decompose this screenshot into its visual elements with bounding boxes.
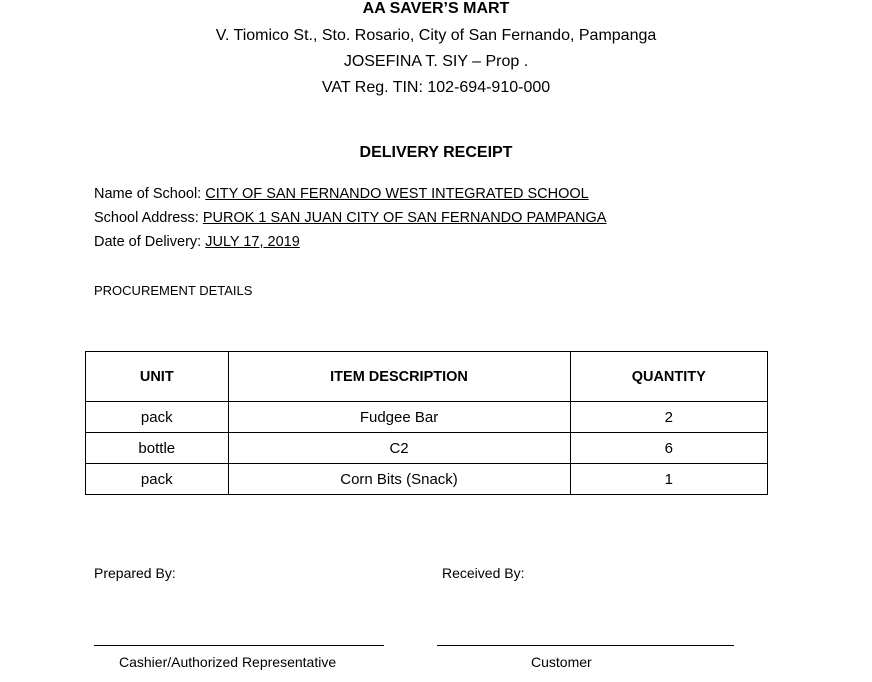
cell-quantity: 2 — [570, 402, 767, 433]
school-address-label: School Address: — [94, 210, 203, 226]
delivery-date-label: Date of Delivery: — [94, 234, 206, 250]
header-quantity: QUANTITY — [570, 352, 767, 402]
vat-tin-line: VAT Reg. TIN: 102-694-910-000 — [321, 79, 551, 96]
received-by-label: Received By: — [442, 565, 525, 581]
school-name-value: CITY OF SAN FERNANDO WEST INTEGRATED SCHOOL — [205, 186, 589, 202]
cell-item-description: Fudgee Bar — [228, 402, 570, 433]
procurement-table — [85, 351, 768, 495]
proprietor-line: JOSEFINA T. SIY – Prop . — [343, 53, 529, 70]
table-row — [86, 433, 768, 464]
school-name-label: Name of School: — [94, 186, 206, 202]
delivery-date-value: JULY 17, 2019 — [205, 234, 300, 250]
table-row — [86, 402, 768, 433]
customer-caption: Customer — [531, 654, 592, 670]
header-item-description: ITEM DESCRIPTION — [228, 352, 570, 402]
table-header-row — [86, 352, 768, 402]
cell-unit: pack — [86, 464, 229, 495]
cell-item-description: C2 — [228, 433, 570, 464]
cell-quantity: 1 — [570, 464, 767, 495]
cashier-caption: Cashier/Authorized Representative — [119, 654, 337, 670]
cell-item-description: Corn Bits (Snack) — [228, 464, 570, 495]
store-address: V. Tiomico St., Sto. Rosario, City of San Fernando, Pampanga — [215, 27, 657, 44]
cell-unit: bottle — [86, 433, 229, 464]
cashier-signature-line — [94, 645, 384, 646]
school-address-value: PUROK 1 SAN JUAN CITY OF SAN FERNANDO PAMPANGA — [202, 210, 607, 226]
school-name-line — [94, 186, 589, 202]
delivery-date-line — [94, 234, 300, 250]
table-row — [86, 464, 768, 495]
cell-quantity: 6 — [570, 433, 767, 464]
customer-signature-line — [437, 645, 734, 646]
header-unit: UNIT — [86, 352, 229, 402]
cell-unit: pack — [86, 402, 229, 433]
school-address-line — [94, 210, 606, 226]
store-name: AA SAVER’S MART — [362, 0, 510, 17]
document-title: DELIVERY RECEIPT — [359, 144, 513, 161]
procurement-details-label: PROCUREMENT DETAILS — [94, 283, 253, 298]
prepared-by-label: Prepared By: — [94, 565, 176, 581]
